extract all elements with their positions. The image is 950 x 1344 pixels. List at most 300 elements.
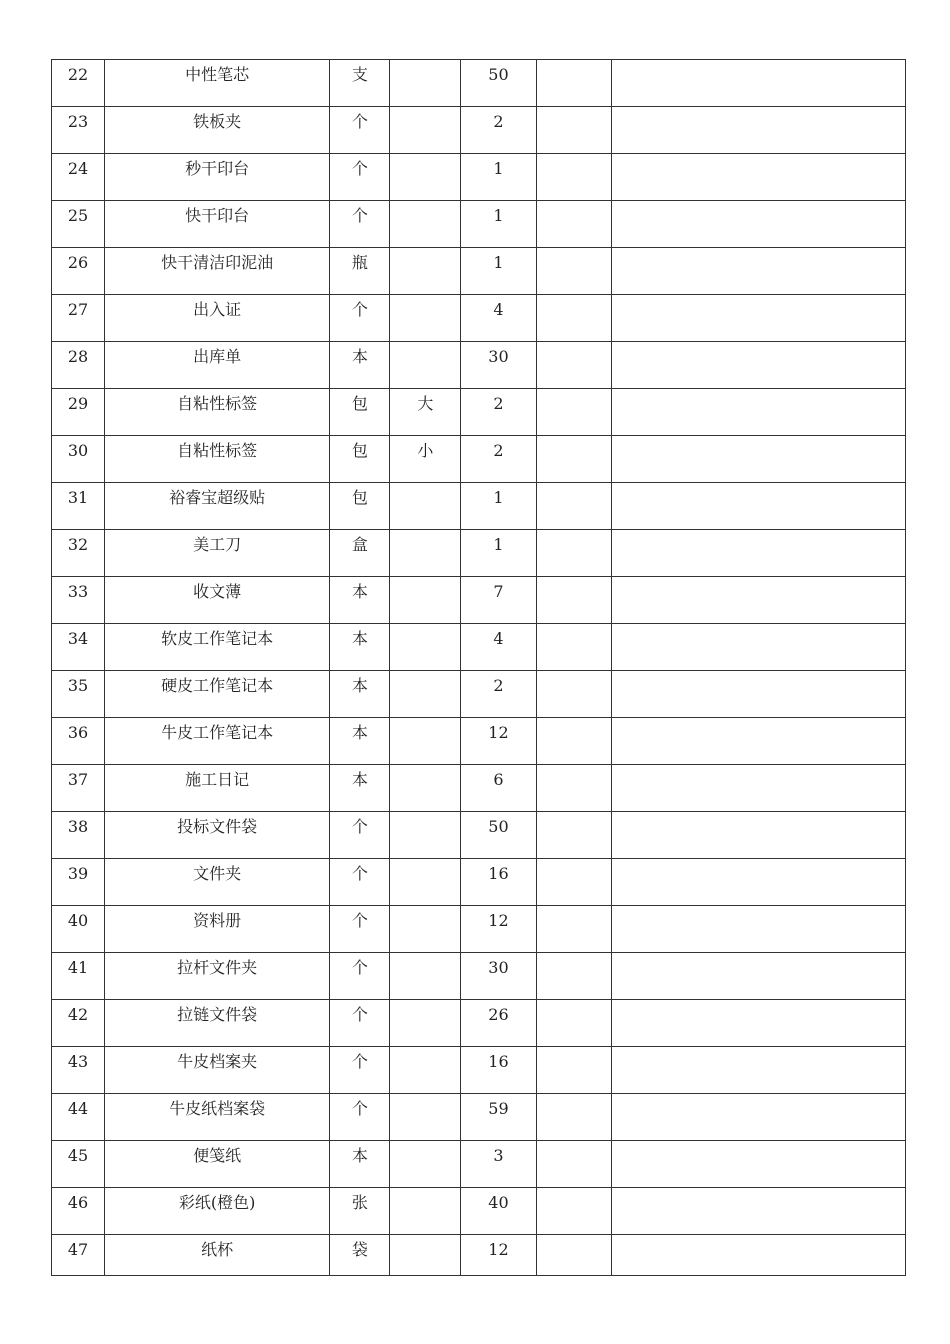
table-row [52,60,906,107]
table-row [52,671,906,718]
item-unit: 个 [351,159,368,178]
empty-cell [611,624,905,671]
item-unit-cell [330,577,390,624]
item-spec [390,201,460,208]
item-number-cell [52,107,105,154]
item-quantity: 16 [488,864,509,883]
item-unit: 本 [351,1146,368,1165]
item-number: 30 [67,441,89,460]
item-name: 出入证 [193,300,242,319]
item-unit-cell [330,201,390,248]
item-number: 42 [67,1005,89,1024]
empty-cell [611,577,905,624]
item-name-cell [105,1188,330,1235]
empty-cell [536,812,611,859]
item-unit-cell [330,906,390,953]
item-quantity-cell [461,436,536,483]
item-number-cell [52,1000,105,1047]
item-quantity-cell [461,671,536,718]
item-quantity-cell [461,60,536,107]
item-spec-cell [390,953,461,1000]
item-quantity: 3 [493,1146,504,1165]
item-unit-cell [330,812,390,859]
empty-cell [611,906,905,953]
empty-cell [536,1141,611,1188]
item-spec [390,906,460,913]
item-name: 拉杆文件夹 [177,958,258,977]
empty-cell [536,295,611,342]
empty-cell [611,1047,905,1094]
empty-cell [536,624,611,671]
item-name: 出库单 [193,347,242,366]
item-name-cell [105,1000,330,1047]
item-number-cell [52,60,105,107]
item-unit: 个 [351,817,368,836]
item-unit-cell [330,342,390,389]
item-unit: 个 [351,864,368,883]
item-unit-cell [330,1141,390,1188]
empty-cell [536,60,611,107]
empty-cell [536,1094,611,1141]
item-spec-cell [390,154,461,201]
item-spec [390,1141,460,1148]
item-quantity: 50 [488,817,509,836]
item-name-cell [105,953,330,1000]
item-number: 37 [67,770,89,789]
item-unit: 个 [351,1005,368,1024]
table-row [52,765,906,812]
item-spec [390,154,460,161]
empty-cell [536,483,611,530]
item-unit: 包 [351,488,368,507]
item-name: 快干清洁印泥油 [161,253,274,272]
item-quantity: 12 [488,723,509,742]
item-quantity: 2 [493,676,504,695]
item-spec-cell [390,342,461,389]
item-unit: 包 [351,394,368,413]
item-name-cell [105,1141,330,1188]
item-name-cell [105,295,330,342]
item-name-cell [105,906,330,953]
item-unit-cell [330,154,390,201]
table-row [52,953,906,1000]
item-spec-cell [390,1141,461,1188]
empty-cell [611,60,905,107]
item-quantity: 1 [493,488,504,507]
item-name: 自粘性标签 [177,394,258,413]
item-name-cell [105,1047,330,1094]
empty-cell [611,248,905,295]
item-quantity-cell [461,1000,536,1047]
empty-cell [536,201,611,248]
empty-cell [536,107,611,154]
item-name: 快干印台 [185,206,250,225]
item-number-cell [52,577,105,624]
item-spec [390,60,460,67]
empty-cell [611,483,905,530]
item-unit: 个 [351,300,368,319]
table-row [52,483,906,530]
item-spec [390,765,460,772]
table-row [52,1000,906,1047]
item-number-cell [52,765,105,812]
item-spec [390,295,460,302]
item-quantity-cell [461,1141,536,1188]
item-name-cell [105,201,330,248]
table-row [52,201,906,248]
item-spec-cell [390,718,461,765]
item-unit-cell [330,1047,390,1094]
item-unit-cell [330,1000,390,1047]
item-spec [390,1000,460,1007]
empty-cell [536,1047,611,1094]
item-quantity-cell [461,718,536,765]
item-name-cell [105,765,330,812]
item-quantity-cell [461,248,536,295]
item-quantity-cell [461,1188,536,1235]
item-name-cell [105,389,330,436]
empty-cell [536,389,611,436]
item-number: 43 [67,1052,89,1071]
empty-cell [536,530,611,577]
item-quantity: 1 [493,206,504,225]
empty-cell [536,859,611,906]
item-unit-cell [330,718,390,765]
item-quantity: 12 [488,1240,509,1259]
item-name: 美工刀 [193,535,242,554]
item-name-cell [105,624,330,671]
empty-cell [611,1235,905,1276]
item-spec [390,342,460,349]
table-row [52,389,906,436]
item-number-cell [52,154,105,201]
item-number: 26 [67,253,89,272]
item-quantity: 1 [493,535,504,554]
item-unit-cell [330,953,390,1000]
item-name-cell [105,577,330,624]
item-number: 44 [67,1099,89,1118]
empty-cell [611,953,905,1000]
item-quantity-cell [461,1094,536,1141]
empty-cell [611,342,905,389]
empty-cell [611,107,905,154]
item-unit: 本 [351,676,368,695]
item-number: 38 [67,817,89,836]
item-number: 41 [67,958,89,977]
table-row [52,154,906,201]
item-spec [390,1188,460,1195]
item-name-cell [105,530,330,577]
item-unit: 个 [351,1099,368,1118]
item-quantity-cell [461,624,536,671]
item-unit: 盒 [351,535,368,554]
inventory-table [51,59,906,1276]
item-unit-cell [330,765,390,812]
table-row [52,342,906,389]
item-spec [390,483,460,490]
item-unit: 支 [351,65,368,84]
empty-cell [611,1141,905,1188]
item-number-cell [52,1235,105,1276]
table-row [52,1094,906,1141]
item-number-cell [52,671,105,718]
item-number: 46 [67,1193,89,1212]
item-number-cell [52,342,105,389]
item-number: 33 [67,582,89,601]
item-name: 中性笔芯 [185,65,250,84]
item-unit: 个 [351,112,368,131]
inventory-table-body [52,60,906,1276]
empty-cell [536,436,611,483]
empty-cell [611,671,905,718]
item-quantity-cell [461,342,536,389]
item-spec-cell [390,60,461,107]
table-row [52,1235,906,1276]
item-unit-cell [330,671,390,718]
item-quantity-cell [461,107,536,154]
item-name: 纸杯 [201,1240,234,1259]
item-number: 47 [67,1240,89,1259]
item-number: 23 [67,112,89,131]
item-name: 资料册 [193,911,242,930]
item-spec [390,1094,460,1101]
item-quantity-cell [461,201,536,248]
item-quantity: 4 [493,629,504,648]
item-quantity: 50 [488,65,509,84]
item-number-cell [52,1188,105,1235]
item-quantity: 7 [493,582,504,601]
empty-cell [611,1000,905,1047]
item-number: 22 [67,65,89,84]
empty-cell [611,859,905,906]
item-spec-cell [390,671,461,718]
table-row [52,577,906,624]
item-spec [390,1235,460,1242]
item-spec [390,812,460,819]
item-spec-cell [390,1235,461,1276]
item-name-cell [105,859,330,906]
empty-cell [611,389,905,436]
item-unit: 本 [351,629,368,648]
item-number: 28 [67,347,89,366]
table-row [52,624,906,671]
table-row [52,859,906,906]
empty-cell [536,342,611,389]
table-row [52,107,906,154]
item-number-cell [52,1047,105,1094]
item-quantity: 59 [488,1099,509,1118]
empty-cell [611,201,905,248]
item-spec-cell [390,389,461,436]
item-number-cell [52,530,105,577]
item-spec [390,107,460,114]
item-unit-cell [330,389,390,436]
table-row [52,812,906,859]
item-unit-cell [330,530,390,577]
item-name-cell [105,718,330,765]
table-row [52,1141,906,1188]
empty-cell [611,718,905,765]
item-unit-cell [330,436,390,483]
table-row [52,530,906,577]
item-name-cell [105,107,330,154]
item-unit-cell [330,1094,390,1141]
item-quantity-cell [461,765,536,812]
item-number-cell [52,624,105,671]
item-number: 29 [67,394,89,413]
table-row [52,248,906,295]
item-spec-cell [390,107,461,154]
empty-cell [611,1188,905,1235]
item-unit-cell [330,624,390,671]
item-unit-cell [330,1188,390,1235]
item-unit: 个 [351,1052,368,1071]
empty-cell [611,154,905,201]
item-number-cell [52,436,105,483]
item-name: 裕睿宝超级贴 [169,488,266,507]
empty-cell [536,154,611,201]
item-name-cell [105,1094,330,1141]
item-number: 39 [67,864,89,883]
item-quantity: 2 [493,441,504,460]
item-spec-cell [390,248,461,295]
item-spec-cell [390,812,461,859]
item-number-cell [52,1141,105,1188]
item-spec-cell [390,483,461,530]
item-quantity: 26 [488,1005,509,1024]
item-quantity-cell [461,1235,536,1276]
item-spec [390,859,460,866]
item-name: 施工日记 [185,770,250,789]
item-name: 软皮工作笔记本 [161,629,274,648]
empty-cell [536,1235,611,1276]
item-unit-cell [330,60,390,107]
item-spec-cell [390,436,461,483]
item-quantity-cell [461,906,536,953]
item-spec [390,953,460,960]
item-quantity-cell [461,389,536,436]
item-quantity-cell [461,953,536,1000]
item-spec: 小 [417,441,434,460]
item-quantity-cell [461,1047,536,1094]
item-quantity-cell [461,483,536,530]
item-unit: 本 [351,347,368,366]
item-spec-cell [390,1000,461,1047]
item-spec [390,718,460,725]
item-unit: 张 [351,1193,368,1212]
item-name-cell [105,812,330,859]
item-number-cell [52,295,105,342]
empty-cell [611,1094,905,1141]
item-unit-cell [330,1235,390,1276]
item-name-cell [105,248,330,295]
item-name-cell [105,436,330,483]
item-unit-cell [330,859,390,906]
item-quantity-cell [461,859,536,906]
item-number: 36 [67,723,89,742]
item-unit: 个 [351,206,368,225]
item-name: 投标文件袋 [177,817,258,836]
empty-cell [536,718,611,765]
item-quantity: 2 [493,394,504,413]
item-number: 27 [67,300,89,319]
item-name-cell [105,342,330,389]
item-number: 24 [67,159,89,178]
item-spec [390,530,460,537]
item-name: 牛皮纸档案袋 [169,1099,266,1118]
item-spec-cell [390,1188,461,1235]
item-unit-cell [330,295,390,342]
item-name: 便笺纸 [193,1146,242,1165]
item-name: 秒干印台 [185,159,250,178]
item-name-cell [105,1235,330,1276]
item-unit: 本 [351,723,368,742]
table-row [52,1188,906,1235]
item-spec-cell [390,859,461,906]
item-number: 32 [67,535,89,554]
item-unit: 包 [351,441,368,460]
item-spec-cell [390,1047,461,1094]
item-quantity: 6 [493,770,504,789]
item-number-cell [52,389,105,436]
item-spec-cell [390,530,461,577]
table-row [52,1047,906,1094]
table-row [52,906,906,953]
item-quantity: 2 [493,112,504,131]
item-name-cell [105,483,330,530]
table-row [52,436,906,483]
item-spec-cell [390,201,461,248]
item-unit: 瓶 [351,253,368,272]
item-number-cell [52,718,105,765]
empty-cell [536,953,611,1000]
item-spec-cell [390,906,461,953]
item-number-cell [52,906,105,953]
item-quantity: 16 [488,1052,509,1071]
item-quantity-cell [461,577,536,624]
empty-cell [536,1188,611,1235]
item-name: 彩纸(橙色) [178,1193,256,1212]
item-quantity-cell [461,295,536,342]
item-quantity: 4 [493,300,504,319]
item-name: 硬皮工作笔记本 [161,676,274,695]
item-name-cell [105,671,330,718]
item-unit: 个 [351,911,368,930]
empty-cell [611,812,905,859]
empty-cell [611,295,905,342]
item-name: 收文薄 [193,582,242,601]
item-spec [390,624,460,631]
empty-cell [611,436,905,483]
item-spec [390,248,460,255]
empty-cell [611,765,905,812]
item-unit-cell [330,107,390,154]
item-quantity-cell [461,530,536,577]
item-spec-cell [390,765,461,812]
item-spec-cell [390,577,461,624]
item-unit: 本 [351,582,368,601]
item-number: 34 [67,629,89,648]
item-spec-cell [390,624,461,671]
item-quantity: 1 [493,159,504,178]
item-number: 35 [67,676,89,695]
item-name: 牛皮工作笔记本 [161,723,274,742]
item-number-cell [52,248,105,295]
item-number-cell [52,483,105,530]
item-number: 45 [67,1146,89,1165]
item-name-cell [105,154,330,201]
item-number: 31 [67,488,89,507]
